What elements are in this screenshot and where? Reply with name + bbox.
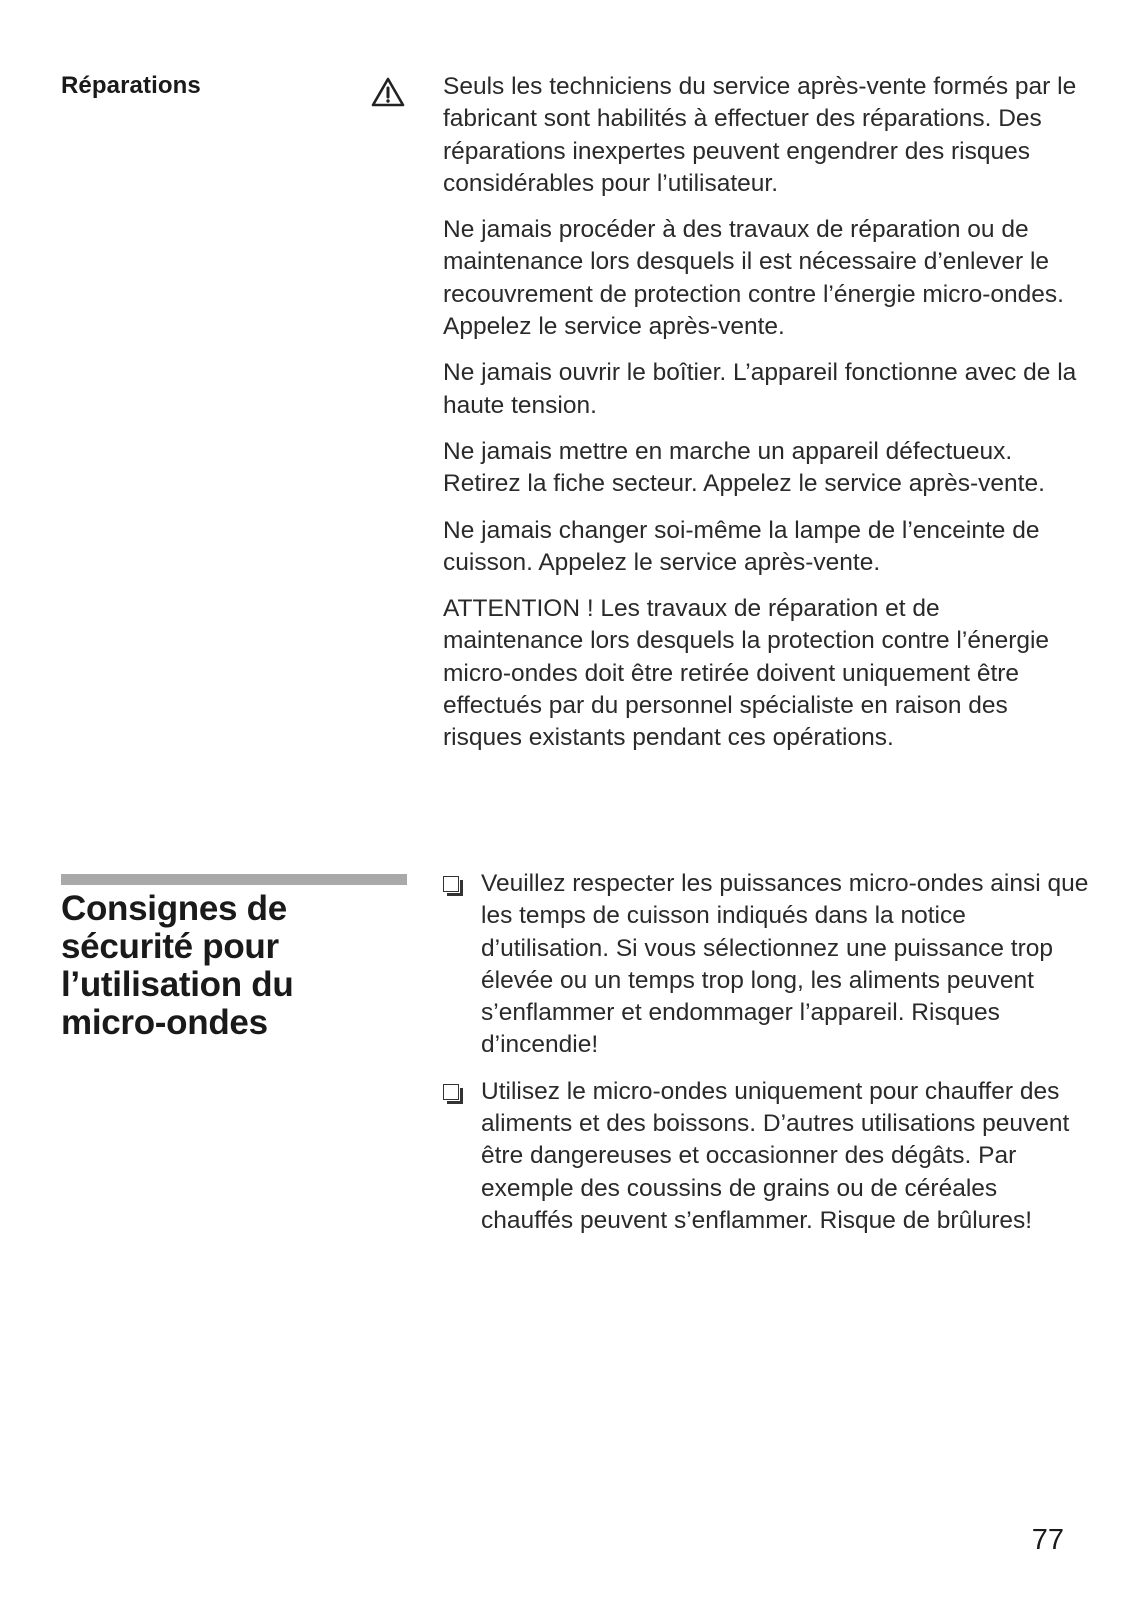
bullet-text: Veuillez respecter les puissances micro-ondes ainsi que les temps de cuisson indiqués dans la notice d’utilisation. Si vous sélectionnez une puissance trop élevée ou un temps trop long, les aliments peuvent s’enflammer et endommager l’appareil. Risques d’incendie! bbox=[481, 870, 1089, 1059]
repairs-paragraph: ATTENTION ! Les travaux de réparation et de maintenance lors desquels la protection contre l’énergie micro-ondes doit être retirée doivent uniquement être effectués par du personnel spécialiste en raison des risques existants pendant ces opérations. bbox=[443, 595, 1050, 752]
section-title: Consignes de sécurité pour l’utilisation du micro-ondes bbox=[61, 889, 294, 1042]
checkbox-bullet-icon bbox=[443, 1084, 459, 1100]
repairs-paragraph: Ne jamais ouvrir le boîtier. L’appareil fonctionne avec de la haute tension. bbox=[443, 359, 1077, 419]
repairs-heading: Réparations bbox=[61, 72, 201, 99]
repairs-paragraph: Ne jamais procéder à des travaux de réparation ou de maintenance lors desquels il est nécessaire d’enlever le recouvrement de protection contre l’énergie micro-ondes. Appelez le service après-vente. bbox=[443, 216, 1064, 341]
list-item bbox=[443, 1076, 1093, 1237]
safety-bullet-list bbox=[443, 868, 1093, 1251]
list-item bbox=[443, 868, 1093, 1062]
bullet-text: Utilisez le micro-ondes uniquement pour chauffer des aliments et des boissons. D’autres utilisations peuvent être dangereuses et occasionner des dégâts. Par exemple des coussins de grains ou de céréales chauffés peuvent s’enflammer. Risque de brûlures! bbox=[481, 1077, 1070, 1234]
repairs-text bbox=[443, 71, 1083, 769]
section-divider bbox=[61, 874, 407, 885]
repairs-paragraph: Ne jamais changer soi-même la lampe de l’enceinte de cuisson. Appelez le service après-vente. bbox=[443, 516, 1040, 576]
repairs-paragraph: Ne jamais mettre en marche un appareil défectueux. Retirez la fiche secteur. Appelez le service après-vente. bbox=[443, 437, 1045, 498]
checkbox-bullet-icon bbox=[443, 876, 459, 892]
warning-triangle-icon bbox=[370, 76, 406, 108]
repairs-paragraph: Seuls les techniciens du service après-vente formés par le fabricant sont habilités à effectuer des réparations. Des réparations inexpertes peuvent engendrer des risques considérables pour l’utilisateur. bbox=[443, 73, 1077, 197]
page-number: 77 bbox=[1031, 1524, 1064, 1556]
